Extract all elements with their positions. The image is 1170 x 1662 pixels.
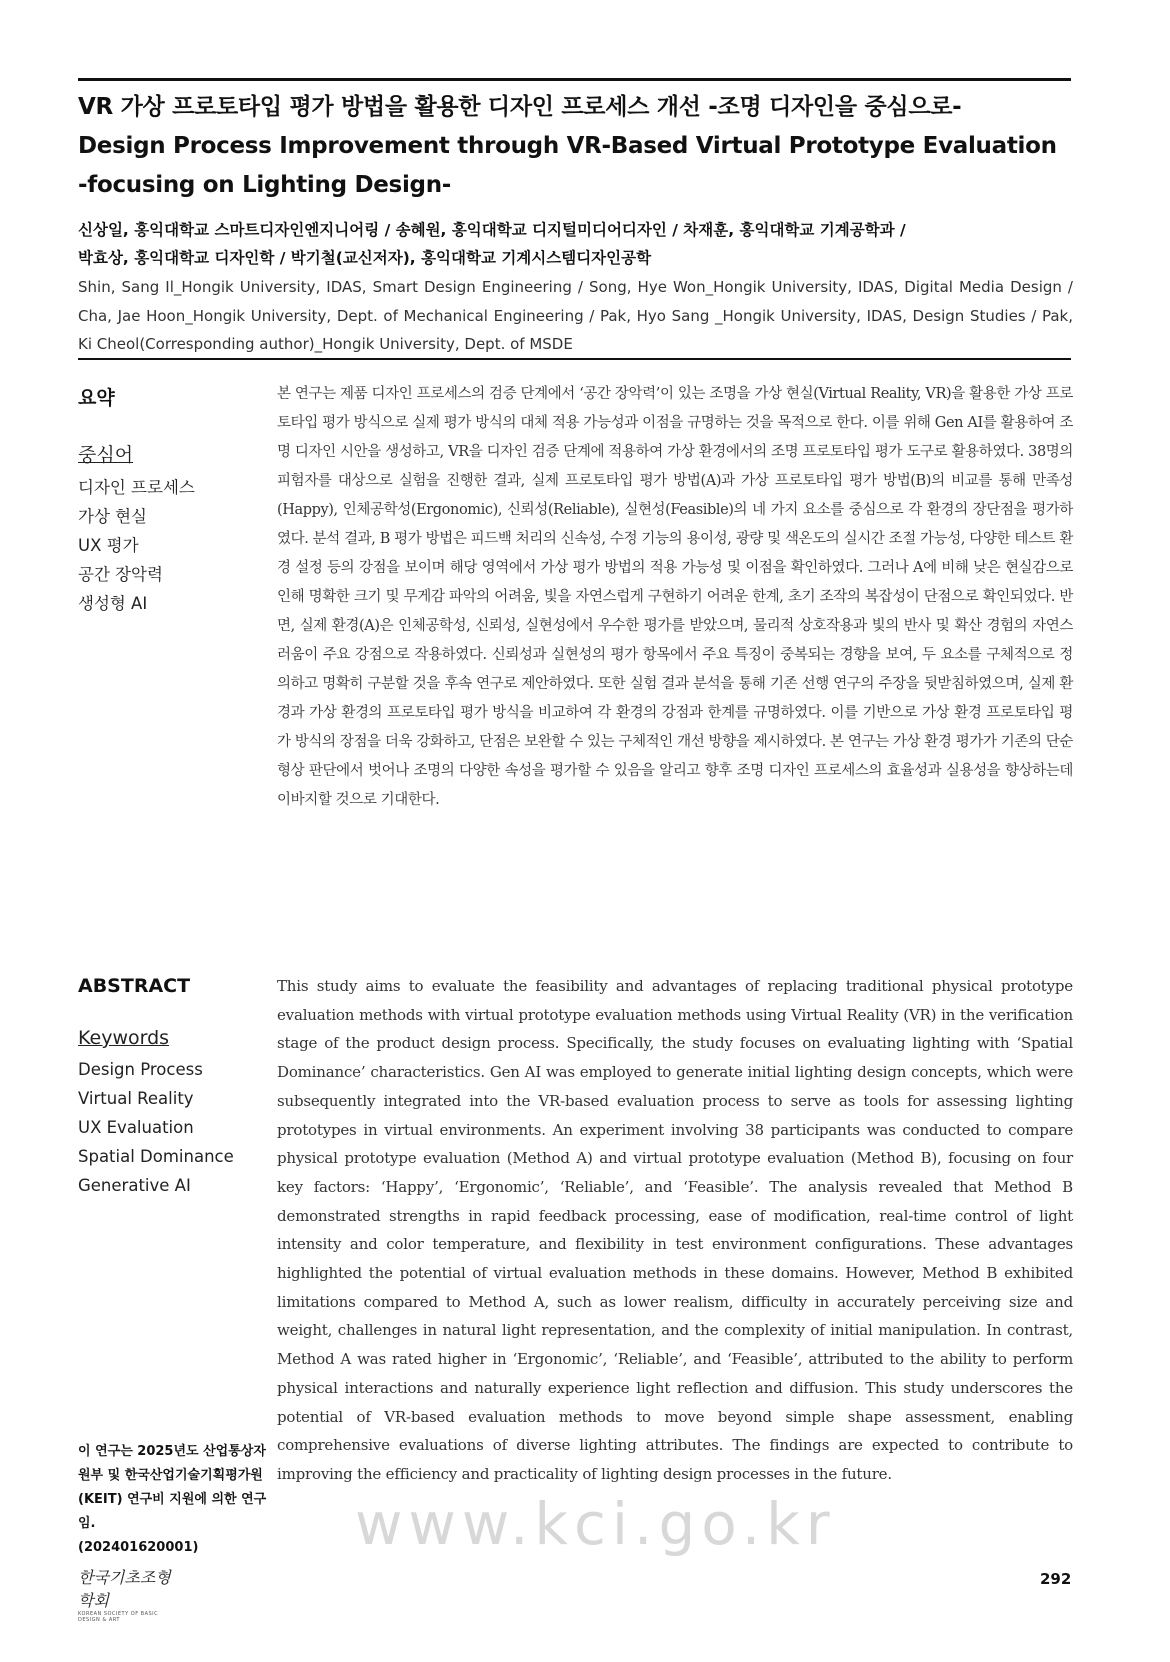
english-abstract-heading: ABSTRACT (78, 975, 191, 997)
society-logo (78, 1565, 178, 1623)
keyword: Generative AI (78, 1176, 191, 1195)
english-keywords-heading: Keywords (78, 1027, 170, 1049)
authors-korean-line1: 신상일, 홍익대학교 스마트디자인엔지니어링 / 송혜원, 홍익대학교 디지털미디어디자인 / 차재훈, 홍익대학교 기계공학과 / (78, 221, 906, 239)
keyword: UX Evaluation (78, 1118, 194, 1137)
funding-note (78, 1440, 274, 1560)
paper-title (78, 88, 1073, 205)
top-rule (78, 78, 1071, 81)
title-english-line1: Design Process Improvement through VR-Based Virtual Prototype Evaluation (78, 133, 1057, 159)
authors-english: Shin, Sang Il_Hongik University, IDAS, Smart Design Engineering / Song, Hye Won_Hongik University, IDAS, Digital Media Design / Cha, Jae Hoon_Hongik University, Dept. of Mechanical Engineering / Pak, Hyo Sang _Hongik University, IDAS, Design Studies / Pak, Ki Cheol(Corresponding author)_Hongik University, Dept. of MSDE (78, 278, 1073, 353)
grant-number: (202401620001) (78, 1540, 199, 1555)
page-number: 292 (1040, 1570, 1072, 1588)
korean-abstract-heading: 요약 (78, 387, 115, 409)
keyword: 가상 현실 (78, 507, 148, 526)
header-divider (78, 358, 1071, 360)
keyword: UX 평가 (78, 536, 139, 555)
keyword: 생성형 AI (78, 594, 148, 613)
english-sidebar (78, 975, 268, 1200)
keyword: 디자인 프로세스 (78, 478, 195, 497)
keyword: 공간 장악력 (78, 565, 163, 584)
society-logo-subtext: KOREAN SOCIETY OF BASIC DESIGN & ART (78, 1611, 159, 1623)
korean-sidebar (78, 383, 268, 618)
authors-korean (78, 216, 1073, 272)
keyword: Spatial Dominance (78, 1147, 234, 1166)
authors-korean-line2: 박효상, 홍익대학교 디자인학 / 박기철(교신저자), 홍익대학교 기계시스템디자인공학 (78, 249, 652, 267)
korean-abstract-body: 본 연구는 제품 디자인 프로세스의 검증 단계에서 ‘공간 장악력’이 있는 조명을 가상 현실(Virtual Reality, VR)을 활용한 가상 프로토타입 평가 방식으로 실제 평가 방식의 대체 적용 가능성과 이점을 규명하는 것을 목적으로 한다. 이를 위해 Gen AI를 활용하여 조명 디자인 시안을 생성하고, VR을 디자인 검증 단계에 적용하여 가상 환경에서의 조명 프로토타입 평가 도구로 활용하였다. 38명의 피험자를 대상으로 실험을 진행한 결과, 실제 프로토타입 평가 방법(A)과 가상 프로토타입 평가 방법(B)의 비교를 통해 만족성(Happy), 인체공학성(Ergonomic), 신뢰성(Reliable), 실현성(Feasible)의 네 가지 요소를 중심으로 각 환경의 장단점을 평가하였다. 분석 결과, B 평가 방법은 피드백 처리의 신속성, 수정 기능의 용이성, 광량 및 색온도의 실시간 조절 가능성, 다양한 테스트 환경 설정 등의 강점을 보이며 해당 영역에서 가상 평가 방법의 적용 가능성 및 이점을 확인하였다. 그러나 A에 비해 낮은 현실감으로 인해 명확한 크기 및 무게감 파악의 어려움, 빛을 자연스럽게 구현하기 어려운 한계, 초기 조작의 복잡성이 단점으로 확인되었다. 반면, 실제 환경(A)은 인체공학성, 신뢰성, 실현성에서 우수한 평가를 받았으며, 물리적 상호작용과 빛의 반사 및 확산 경험의 자연스러움이 주요 강점으로 작용하였다. 신뢰성과 실현성의 평가 항목에서 주요 특징이 중복되는 경향을 보여, 두 요소를 구체적으로 정의하고 명확히 구분할 것을 후속 연구로 제안하였다. 또한 실험 결과 분석을 통해 기존 선행 연구의 주장을 뒷받침하였으며, 실제 환경과 가상 환경의 프로토타입 평가 방식을 비교하여 각 환경의 강점과 한계를 규명하였다. 이를 기반으로 가상 환경 프로토타입 평가 방식의 장점을 더욱 강화하고, 단점은 보완할 수 있는 구체적인 개선 방향을 제시하였다. 본 연구는 가상 환경 평가가 기존의 단순 형상 판단에서 벗어나 조명의 다양한 속성을 평가할 수 있음을 알리고 향후 조명 디자인 프로세스의 효율성과 실용성을 향상하는데 이바지할 것으로 기대한다. (277, 386, 1073, 808)
korean-keywords-heading: 중심어 (78, 444, 134, 466)
title-korean: VR 가상 프로토타입 평가 방법을 활용한 디자인 프로세스 개선 -조명 디자인을 중심으로- (78, 94, 962, 120)
title-english-line2: -focusing on Lighting Design- (78, 172, 452, 198)
society-logo-text: 한국기초조형학회 (78, 1568, 171, 1610)
keyword: Design Process (78, 1060, 203, 1079)
keyword: Virtual Reality (78, 1089, 194, 1108)
kci-watermark: www.kci.go.kr (355, 1490, 836, 1558)
funding-text: 이 연구는 2025년도 산업통상자원부 및 한국산업기술기획평가원(KEIT) 연구비 지원에 의한 연구임. (78, 1444, 267, 1531)
english-abstract-body: This study aims to evaluate the feasibility and advantages of replacing traditional physical prototype evaluation methods with virtual prototype evaluation methods using Virtual Reality (VR) in the verification stage of the product design process. Specifically, the study focuses on evaluating lighting with ‘Spatial Dominance’ characteristics. Gen AI was employed to generate initial lighting design concepts, which were subsequently integrated into the VR-based evaluation process to serve as tools for assessing lighting prototypes in virtual environments. An experiment involving 38 participants was conducted to compare physical prototype evaluation (Method A) and virtual prototype evaluation (Method B), focusing on four key factors: ‘Happy’, ‘Ergonomic’, ‘Reliable’, and ‘Feasible’. The analysis revealed that Method B demonstrated strengths in rapid feedback processing, ease of modification, real-time control of light intensity and color temperature, and flexibility in test environment configurations. These advantages highlighted the potential of virtual evaluation methods in these domains. However, Method B exhibited limitations compared to Method A, such as lower realism, difficulty in accurately perceiving size and weight, challenges in natural light representation, and the complexity of initial manipulation. In contrast, Method A was rated higher in ‘Ergonomic’, ‘Reliable’, and ‘Feasible’, attributed to the ability to perform physical interactions and naturally experience light reflection and diffusion. This study underscores the potential of VR-based evaluation methods to move beyond simple shape assessment, enabling comprehensive evaluations of diverse lighting attributes. The findings are expected to contribute to improving the efficiency and practicality of lighting design processes in the future. (277, 977, 1073, 1483)
